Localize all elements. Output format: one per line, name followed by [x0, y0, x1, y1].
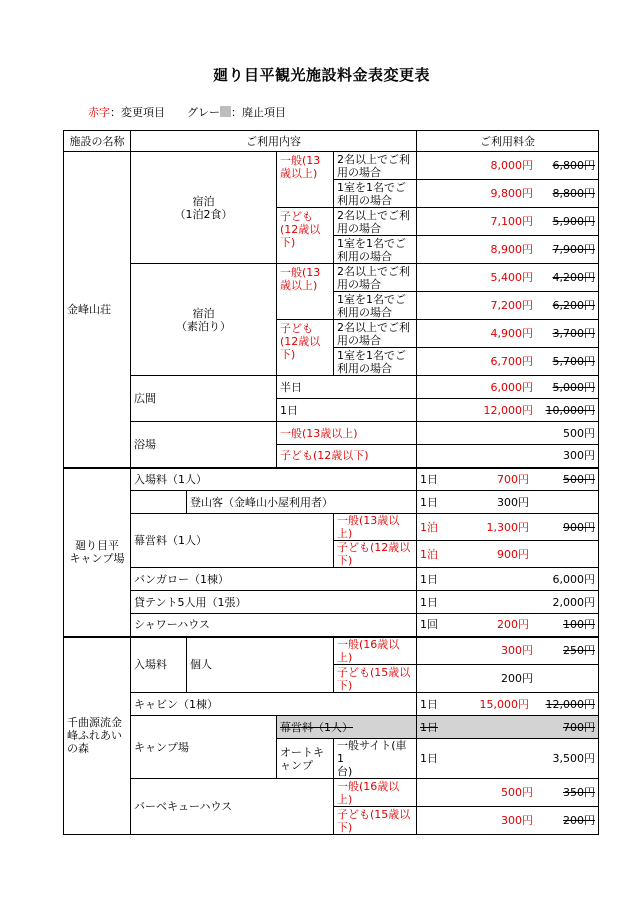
new-price: 7,200円 — [490, 299, 533, 312]
old-price: 4,200円 — [552, 271, 595, 284]
table-row — [64, 152, 599, 180]
unit-label: 1日 — [420, 752, 438, 765]
new-price: 8,000円 — [490, 159, 533, 172]
price-cell — [417, 716, 599, 739]
cabin-label: キャビン（1棟） — [131, 693, 417, 716]
single-label: 1室を1名でご 利用の場合 — [334, 236, 417, 264]
hiroma-label: 広間 — [131, 376, 277, 422]
price: 200円 — [501, 672, 533, 685]
lodging-room-label: 宿泊 （素泊り） — [131, 264, 277, 376]
single-label: 1室を1名でご 利用の場合 — [334, 348, 417, 376]
facility-kinpo: 金峰山荘 — [64, 152, 131, 468]
unit-label: 1日 — [420, 572, 438, 586]
old-price: 12,000円 — [545, 697, 595, 711]
bath-child-label: 子ども(12歳以下) — [277, 445, 417, 468]
individual-label: 個人 — [187, 637, 334, 693]
price: 6,000円 — [552, 572, 595, 586]
auto-camp-label: オートキャンプ — [277, 739, 334, 779]
old-price: 10,000円 — [545, 403, 595, 417]
new-price: 300円 — [501, 644, 533, 658]
old-price: 6,800円 — [552, 159, 595, 172]
table-row — [64, 614, 599, 637]
bath-label: 浴場 — [131, 422, 277, 468]
price-cell — [417, 468, 599, 491]
price-cell — [417, 637, 599, 665]
old-price: 5,900円 — [552, 215, 595, 228]
single-label: 1室を1名でご 利用の場合 — [334, 292, 417, 320]
tent-child-label: 子ども(12歳以下) — [334, 541, 417, 568]
tent-adult-label: 一般(13歳以上) — [334, 514, 417, 541]
camp-area-label: キャンプ場 — [131, 716, 277, 779]
legend-grey-label: グレー — [187, 106, 220, 119]
two-plus-label: 2名以上でご利 用の場合 — [334, 320, 417, 348]
new-price: 6,700円 — [490, 355, 533, 368]
forest-entry-label: 入場料 — [131, 637, 187, 693]
auto-site-label: 一般サイト(車1 台) — [334, 739, 417, 779]
bath-adult-price: 500円 — [417, 422, 599, 445]
table-row — [64, 264, 599, 292]
price-cell — [417, 514, 599, 541]
child-label: 子ども (12歳以 下) — [277, 208, 334, 264]
header-content: ご利用内容 — [131, 131, 417, 152]
price-cell — [417, 665, 599, 693]
price-cell — [417, 591, 599, 614]
unit-label: 1日 — [420, 472, 438, 486]
fee-table — [63, 130, 599, 835]
two-plus-label: 2名以上でご利 用の場合 — [334, 152, 417, 180]
price: 3,500円 — [552, 752, 595, 765]
new-price: 900円 — [497, 547, 529, 561]
table-header-row — [64, 131, 599, 152]
unit-label: 1泊 — [420, 520, 438, 534]
rental-tent-label: 貸テント5人用（1張） — [131, 591, 417, 614]
price-cell — [417, 180, 599, 208]
price-cell — [417, 541, 599, 568]
two-plus-label: 2名以上でご利 用の場合 — [334, 264, 417, 292]
tent-fee-abolished-label: 幕営料（1人） — [277, 716, 417, 739]
price-cell — [417, 376, 599, 399]
price-cell — [417, 807, 599, 835]
grey-swatch-icon — [220, 106, 231, 117]
new-price: 5,400円 — [490, 271, 533, 284]
page-title: 廻り目平観光施設料金表変更表 — [212, 66, 430, 84]
child-label: 子ども (12歳以 下) — [277, 320, 334, 376]
single-label: 1室を1名でご 利用の場合 — [334, 180, 417, 208]
old-price: 900円 — [563, 520, 595, 534]
bbq-label: バーベキューハウス — [131, 779, 334, 835]
legend — [88, 104, 286, 120]
new-price: 1,300円 — [486, 520, 529, 534]
table-row — [64, 491, 599, 514]
new-price: 6,000円 — [490, 380, 533, 394]
price-cell — [417, 491, 599, 514]
lodging-meals-label: 宿泊 （1泊2食） — [131, 152, 277, 264]
price-cell — [417, 399, 599, 422]
old-price: 350円 — [563, 786, 595, 799]
new-price: 8,900円 — [490, 243, 533, 256]
legend-grey-text: ：廃止項目 — [231, 106, 286, 119]
bath-adult-label: 一般(13歳以上) — [277, 422, 417, 445]
unit-label: 1日 — [420, 697, 438, 711]
old-price: 5,700円 — [552, 355, 595, 368]
one-day-label: 1日 — [277, 399, 417, 422]
new-price: 700円 — [497, 472, 529, 486]
facility-forest: 千曲源流金 峰ふれあい の森 — [64, 637, 131, 835]
table-row — [64, 591, 599, 614]
legend-red-label: 赤字 — [88, 106, 110, 119]
new-price: 500円 — [501, 786, 533, 799]
adult-label: 一般(13 歳以上) — [277, 264, 334, 320]
child15-label: 子ども(15歳以 下) — [334, 807, 417, 835]
header-facility: 施設の名称 — [64, 131, 131, 152]
old-price: 3,700円 — [552, 327, 595, 340]
unit-label: 1回 — [420, 618, 438, 632]
price-cell — [417, 348, 599, 376]
facility-camp: 廻り目平 キャンプ場 — [64, 468, 131, 637]
new-price: 4,900円 — [490, 327, 533, 340]
old-price: 250円 — [563, 644, 595, 658]
header-fee: ご利用料金 — [417, 131, 599, 152]
table-row — [64, 716, 599, 739]
table-row — [64, 468, 599, 491]
price-cell — [417, 568, 599, 591]
old-price: 500円 — [563, 472, 595, 486]
table-row — [64, 514, 599, 541]
tent-site-label: 幕営料（1人） — [131, 514, 334, 568]
price-cell — [417, 264, 599, 292]
price-cell — [417, 779, 599, 807]
bungalow-label: バンガロー（1棟） — [131, 568, 417, 591]
new-price: 200円 — [497, 618, 529, 632]
unit-label: 1日 — [420, 720, 438, 734]
two-plus-label: 2名以上でご利 用の場合 — [334, 208, 417, 236]
table-row — [64, 693, 599, 716]
table-row — [64, 779, 599, 807]
old-price: 6,200円 — [552, 299, 595, 312]
old-price: 8,800円 — [552, 187, 595, 200]
new-price: 12,000円 — [483, 403, 533, 417]
price-cell — [417, 320, 599, 348]
old-price: 7,900円 — [552, 243, 595, 256]
table-row — [64, 422, 599, 445]
abolished-price: 700円 — [563, 720, 595, 734]
new-price: 300円 — [501, 814, 533, 827]
table-row — [64, 376, 599, 399]
adult16-label: 一般(16歳以 上) — [334, 637, 417, 665]
price-cell — [417, 693, 599, 716]
shower-label: シャワーハウス — [131, 614, 417, 637]
unit-label: 1泊 — [420, 547, 438, 561]
table-row — [64, 568, 599, 591]
child15-label: 子ども(15歳以 下) — [334, 665, 417, 693]
camp-entry-label: 入場料（1人） — [131, 468, 417, 491]
table-row — [64, 637, 599, 665]
legend-red-text: ：変更項目 — [110, 106, 165, 119]
price-cell — [417, 152, 599, 180]
price-cell — [417, 236, 599, 264]
bath-child-price: 300円 — [417, 445, 599, 468]
climber-label: 登山客（金峰山小屋利用者） — [187, 491, 417, 514]
price-cell — [417, 614, 599, 637]
price-cell — [417, 292, 599, 320]
new-price: 7,100円 — [490, 215, 533, 228]
old-price: 200円 — [563, 814, 595, 827]
old-price: 5,000円 — [552, 380, 595, 394]
half-day-label: 半日 — [277, 376, 417, 399]
adult-label: 一般(13 歳以上) — [277, 152, 334, 208]
unit-label: 1日 — [420, 595, 438, 609]
adult16-label: 一般(16歳以 上) — [334, 779, 417, 807]
price: 2,000円 — [552, 595, 595, 609]
price-cell — [417, 739, 599, 779]
price-cell — [417, 208, 599, 236]
old-price: 100円 — [563, 618, 595, 632]
new-price: 9,800円 — [490, 187, 533, 200]
new-price: 15,000円 — [479, 697, 529, 711]
price: 300円 — [497, 495, 529, 509]
unit-label: 1日 — [420, 495, 438, 509]
